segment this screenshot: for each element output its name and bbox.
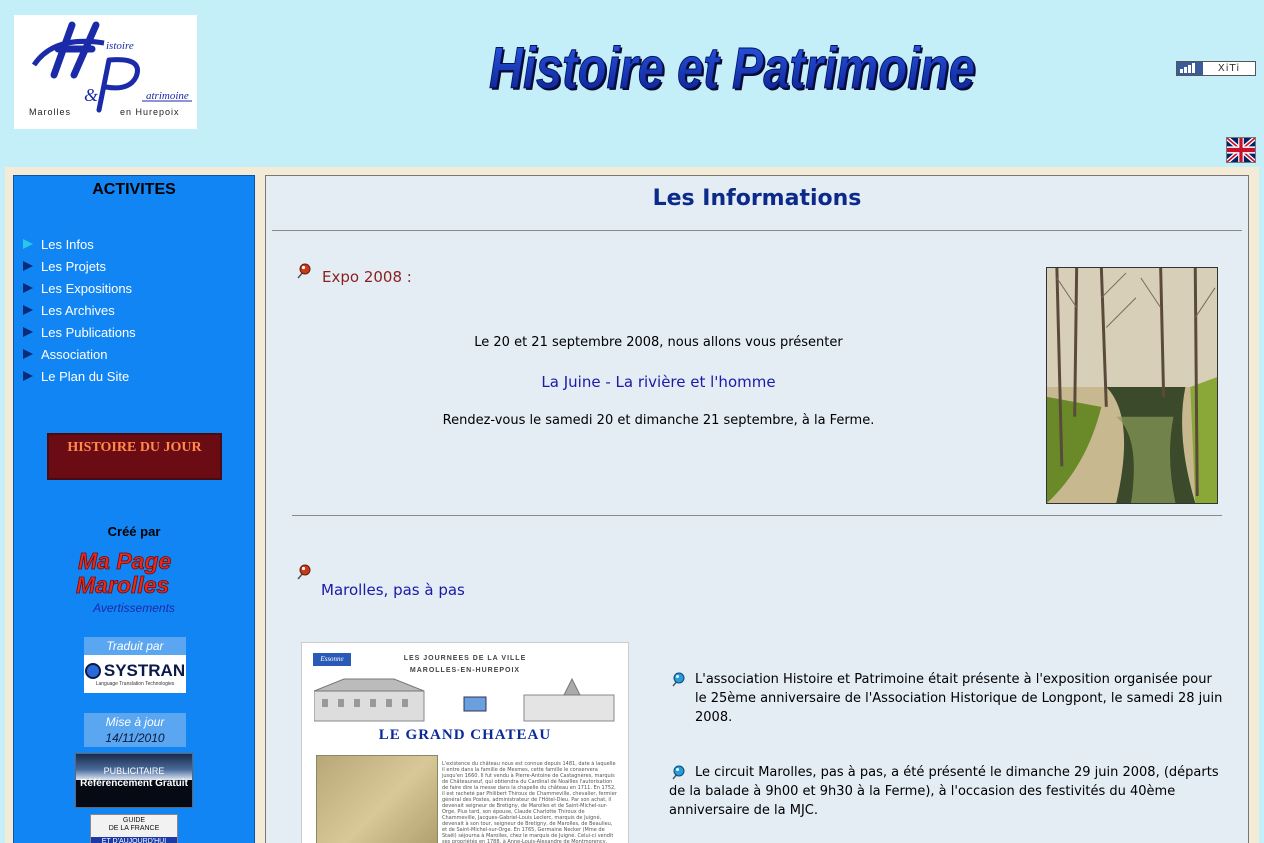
arrow-icon	[23, 283, 33, 293]
sidebar-item-label: Les Publications	[41, 324, 136, 340]
expo-theme: La Juine - La rivière et l'homme	[541, 373, 776, 391]
sidebar-item-label: Les Archives	[41, 302, 115, 318]
divider	[292, 515, 1222, 516]
logo-left: Marolles	[29, 107, 72, 117]
pushpin-icon	[294, 564, 312, 582]
translated-by-label: Traduit par	[84, 637, 186, 655]
ma-page-marolles-logo[interactable]	[74, 545, 196, 597]
arrow-icon	[23, 305, 33, 315]
map-icon	[316, 755, 438, 843]
arrow-icon	[23, 349, 33, 359]
last-update-label: Mise à jour	[105, 715, 165, 729]
guide-france-banner[interactable]	[90, 814, 178, 843]
expo-intro: Le 20 et 21 septembre 2008, nous allons vous présenter	[474, 335, 843, 350]
sidebar-item-label: Les Expositions	[41, 280, 133, 296]
arrow-icon	[23, 327, 33, 337]
logo-line1: istoire	[106, 40, 134, 52]
svg-text:&: &	[84, 85, 99, 105]
publicitaire-label: PUBLICITAIRE	[103, 766, 165, 776]
mapage-line1: Ma Page	[78, 548, 172, 574]
main-content	[265, 175, 1249, 843]
logo-right: en Hurepoix	[120, 107, 180, 117]
sidebar-item-expositions[interactable]	[23, 277, 136, 299]
sidebar-item-association[interactable]	[23, 343, 136, 365]
sidebar-item-publications[interactable]	[23, 321, 136, 343]
site-title	[487, 30, 977, 100]
sidebar-nav	[23, 233, 136, 387]
sidebar-item-infos[interactable]	[23, 233, 136, 255]
news-longpont: L'association Histoire et Patrimoine était présente à l'exposition organisée pour le 25ème anniversaire de l'Association Historique de Longpont, le samedi 28 juin 2008.	[695, 672, 1223, 725]
arrow-icon	[23, 239, 33, 249]
logo-line2: atrimoine	[146, 90, 189, 102]
guide-line3: ET D'AUJOURD'HUI	[91, 837, 177, 843]
systran-tagline: Language Translation Technologies	[95, 681, 175, 687]
english-flag-icon[interactable]	[1226, 137, 1256, 163]
warnings-link[interactable]: Avertissements	[93, 601, 175, 615]
news-circuit: Le circuit Marolles, pas à pas, a été présenté le dimanche 29 juin 2008, (départs de la balade à 9h00 et 9h30 à la Ferme), à l'occasion des festivités du 40ème anniversaire de la MJC.	[669, 765, 1219, 818]
bullet-icon	[670, 672, 686, 688]
poster-heading2: MAROLLES-EN-HUREPOIX	[409, 667, 521, 674]
xiti-counter[interactable]	[1176, 61, 1256, 76]
sidebar-item-label: Les Infos	[41, 236, 94, 252]
sidebar-item-projets[interactable]	[23, 255, 136, 277]
poster-heading: LES JOURNEES DE LA VILLE	[403, 655, 527, 662]
referencement-label: Référencement Gratuit	[80, 778, 188, 789]
marolles-title: Marolles, pas à pas	[321, 581, 465, 599]
systran-badge[interactable]	[84, 637, 186, 693]
poster-text: L'existence du château nous est connue depuis 1481, date à laquelle il entre dans la famille de Mesmes, cette famille le conservera jusqu'en 1660. Il fut vendu à Pierre-Antoine de Castagnères, marquis de Châteauneuf, qui obtiendra du Cardinal de Noailles l'autorisation de faire dire la messe dans la chapelle du château en 1711. En 1752, il est racheté par Philibert Thiroux de Chammeville, chevalier, fermier général des Postes, administrateur de l'Hôtel-Dieu. Par son achat, il devenait seigneur de Bretigny, de Marolles et de Saint-Michel-sur-Orge. Plus tard, son épouse, Claude Charlotte Thiroux de Chammeville, Jacques-Gabriel-Louis Leclerc, marquis de Juigné, devenait à son tour, seigneur de Bretigny, de Marolles, de Beaulieu, et de Saint-Michel-sur-Orge. En 1765, Germaine Necker (Mme de Staël) séjourna à Marolles, chez le marquis de Juigné. Celui-ci vendit ses propriétés en 1788, à Anne-Louis-Alexandre de Montmorency,	[442, 761, 617, 843]
sidebar-item-label: Les Projets	[41, 258, 107, 274]
sidebar-item-label: Le Plan du Site	[41, 368, 130, 384]
sidebar	[13, 175, 255, 843]
hp-logo-icon	[14, 15, 197, 129]
divider	[272, 230, 1242, 231]
arrow-icon	[23, 371, 33, 381]
chateau-drawing	[314, 677, 618, 723]
systran-logo: SYSTRAN	[103, 661, 186, 680]
sidebar-item-archives[interactable]	[23, 299, 136, 321]
site-logo[interactable]	[14, 15, 197, 129]
site-title-shadow: Histoire et Patrimoine	[491, 38, 977, 100]
site-title-text: Histoire et Patrimoine	[489, 36, 975, 100]
page-title: Les Informations	[652, 186, 862, 211]
mapage-line2: Marolles	[76, 572, 170, 597]
created-by-label: Créé par	[107, 524, 161, 539]
arrow-icon	[23, 261, 33, 271]
grand-chateau-poster[interactable]	[301, 642, 629, 843]
poster-tag: Essonne	[313, 653, 351, 666]
publicitaire-banner[interactable]	[75, 753, 193, 808]
bar-chart-icon	[1177, 62, 1203, 75]
systran-globe-icon	[85, 663, 101, 679]
sidebar-heading: ACTIVITES	[92, 181, 176, 198]
sidebar-item-label: Association	[41, 346, 108, 362]
last-update-box	[84, 713, 186, 747]
expo-title: Expo 2008 :	[322, 268, 412, 286]
guide-line1: GUIDE	[122, 817, 146, 824]
histoire-du-jour-button[interactable]: HISTOIRE DU JOUR	[47, 433, 222, 480]
xiti-label: XiTi	[1217, 63, 1241, 74]
river-photo	[1046, 267, 1218, 504]
guide-line2: DE LA FRANCE	[108, 825, 160, 832]
last-update-date: 14/11/2010	[105, 731, 165, 745]
expo-rendezvous: Rendez-vous le samedi 20 et dimanche 21 septembre, à la Ferme.	[442, 413, 875, 428]
sidebar-item-plan[interactable]	[23, 365, 136, 387]
poster-title: LE GRAND CHATEAU	[378, 727, 552, 743]
pushpin-icon	[294, 263, 312, 281]
